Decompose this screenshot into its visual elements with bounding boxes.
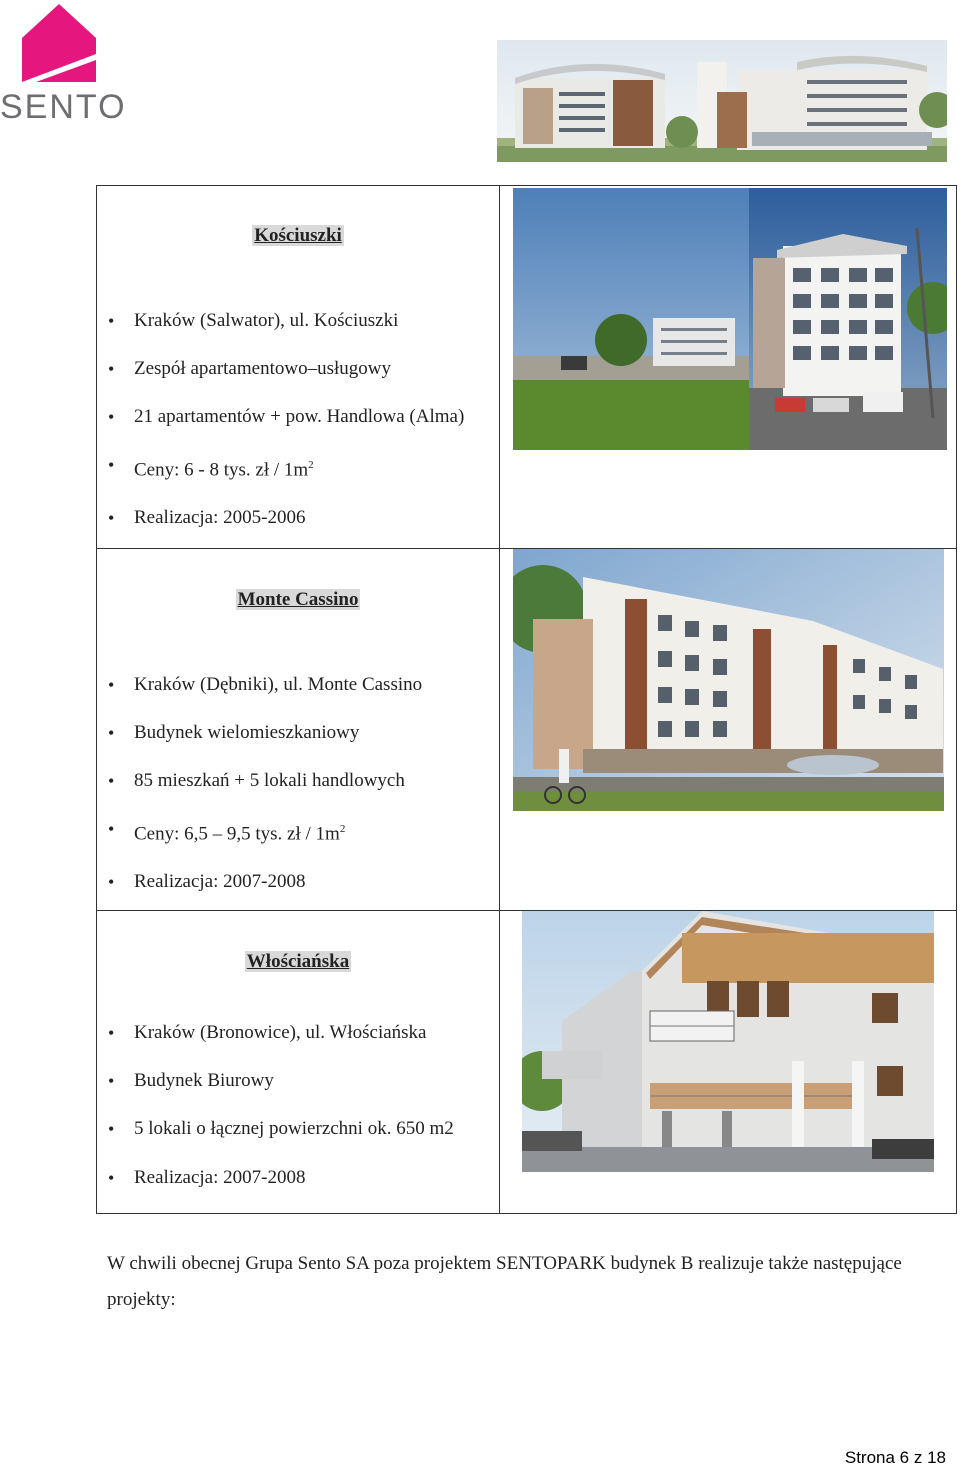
kosciuszki-photo [513, 188, 947, 450]
list-item: • Realizacja: 2007-2008 [97, 872, 499, 892]
list-item: • Kraków (Dębniki), ul. Monte Cassino [97, 675, 499, 695]
sento-logo [0, 0, 127, 130]
list-item: • Realizacja: 2007-2008 [97, 1168, 499, 1188]
project-title: Monte Cassino [237, 589, 359, 610]
wloscianska-photo [522, 911, 934, 1172]
project-description [97, 186, 500, 549]
monte-cassino-photo [513, 549, 944, 811]
project-row-monte-cassino [97, 549, 957, 911]
header-buildings-photo [497, 40, 947, 162]
list-item: • 5 lokali o łącznej powierzchni ok. 650 m2 [97, 1119, 499, 1139]
projects-table [96, 185, 957, 1214]
project-description [97, 549, 500, 911]
project-title: Kościuszki [254, 225, 342, 246]
list-item: • Realizacja: 2005-2006 [97, 508, 499, 528]
list-item: • 21 apartamentów + pow. Handlowa (Alma) [97, 407, 499, 427]
project-row-kosciuszki [97, 186, 957, 549]
project-photo-cell [500, 549, 957, 911]
list-item: • Kraków (Salwator), ul. Kościuszki [97, 311, 499, 331]
project-description [97, 911, 500, 1214]
list-item: • Ceny: 6,5 – 9,5 tys. zł / $1m^2$ [97, 819, 499, 844]
project-photo-cell [500, 911, 957, 1214]
list-item: • 85 mieszkań + 5 lokali handlowych [97, 771, 499, 791]
page-number: Strona 6 z 18 [844, 1448, 946, 1465]
project-photo-cell [500, 186, 957, 549]
closing-paragraph: W chwili obecnej Grupa Sento SA poza projektem SENTOPARK budynek B realizuje także następujące projekty: [107, 1253, 902, 1310]
list-item: • Zespół apartamentowo–usługowy [97, 359, 499, 379]
project-details-list [97, 675, 499, 892]
logo-wordmark: SENTO [0, 88, 127, 126]
project-row-wloscianska [97, 911, 957, 1214]
list-item: • Budynek wielomieszkaniowy [97, 723, 499, 743]
list-item: • Budynek Biurowy [97, 1071, 499, 1091]
house-logo-icon [22, 4, 96, 82]
list-item: • Ceny: 6 - 8 tys. zł / $1m^2$ [97, 455, 499, 480]
project-details-list [97, 311, 499, 528]
project-title: Włościańska [246, 951, 350, 972]
project-details-list [97, 1023, 499, 1188]
list-item: • Kraków (Bronowice), ul. Włościańska [97, 1023, 499, 1043]
